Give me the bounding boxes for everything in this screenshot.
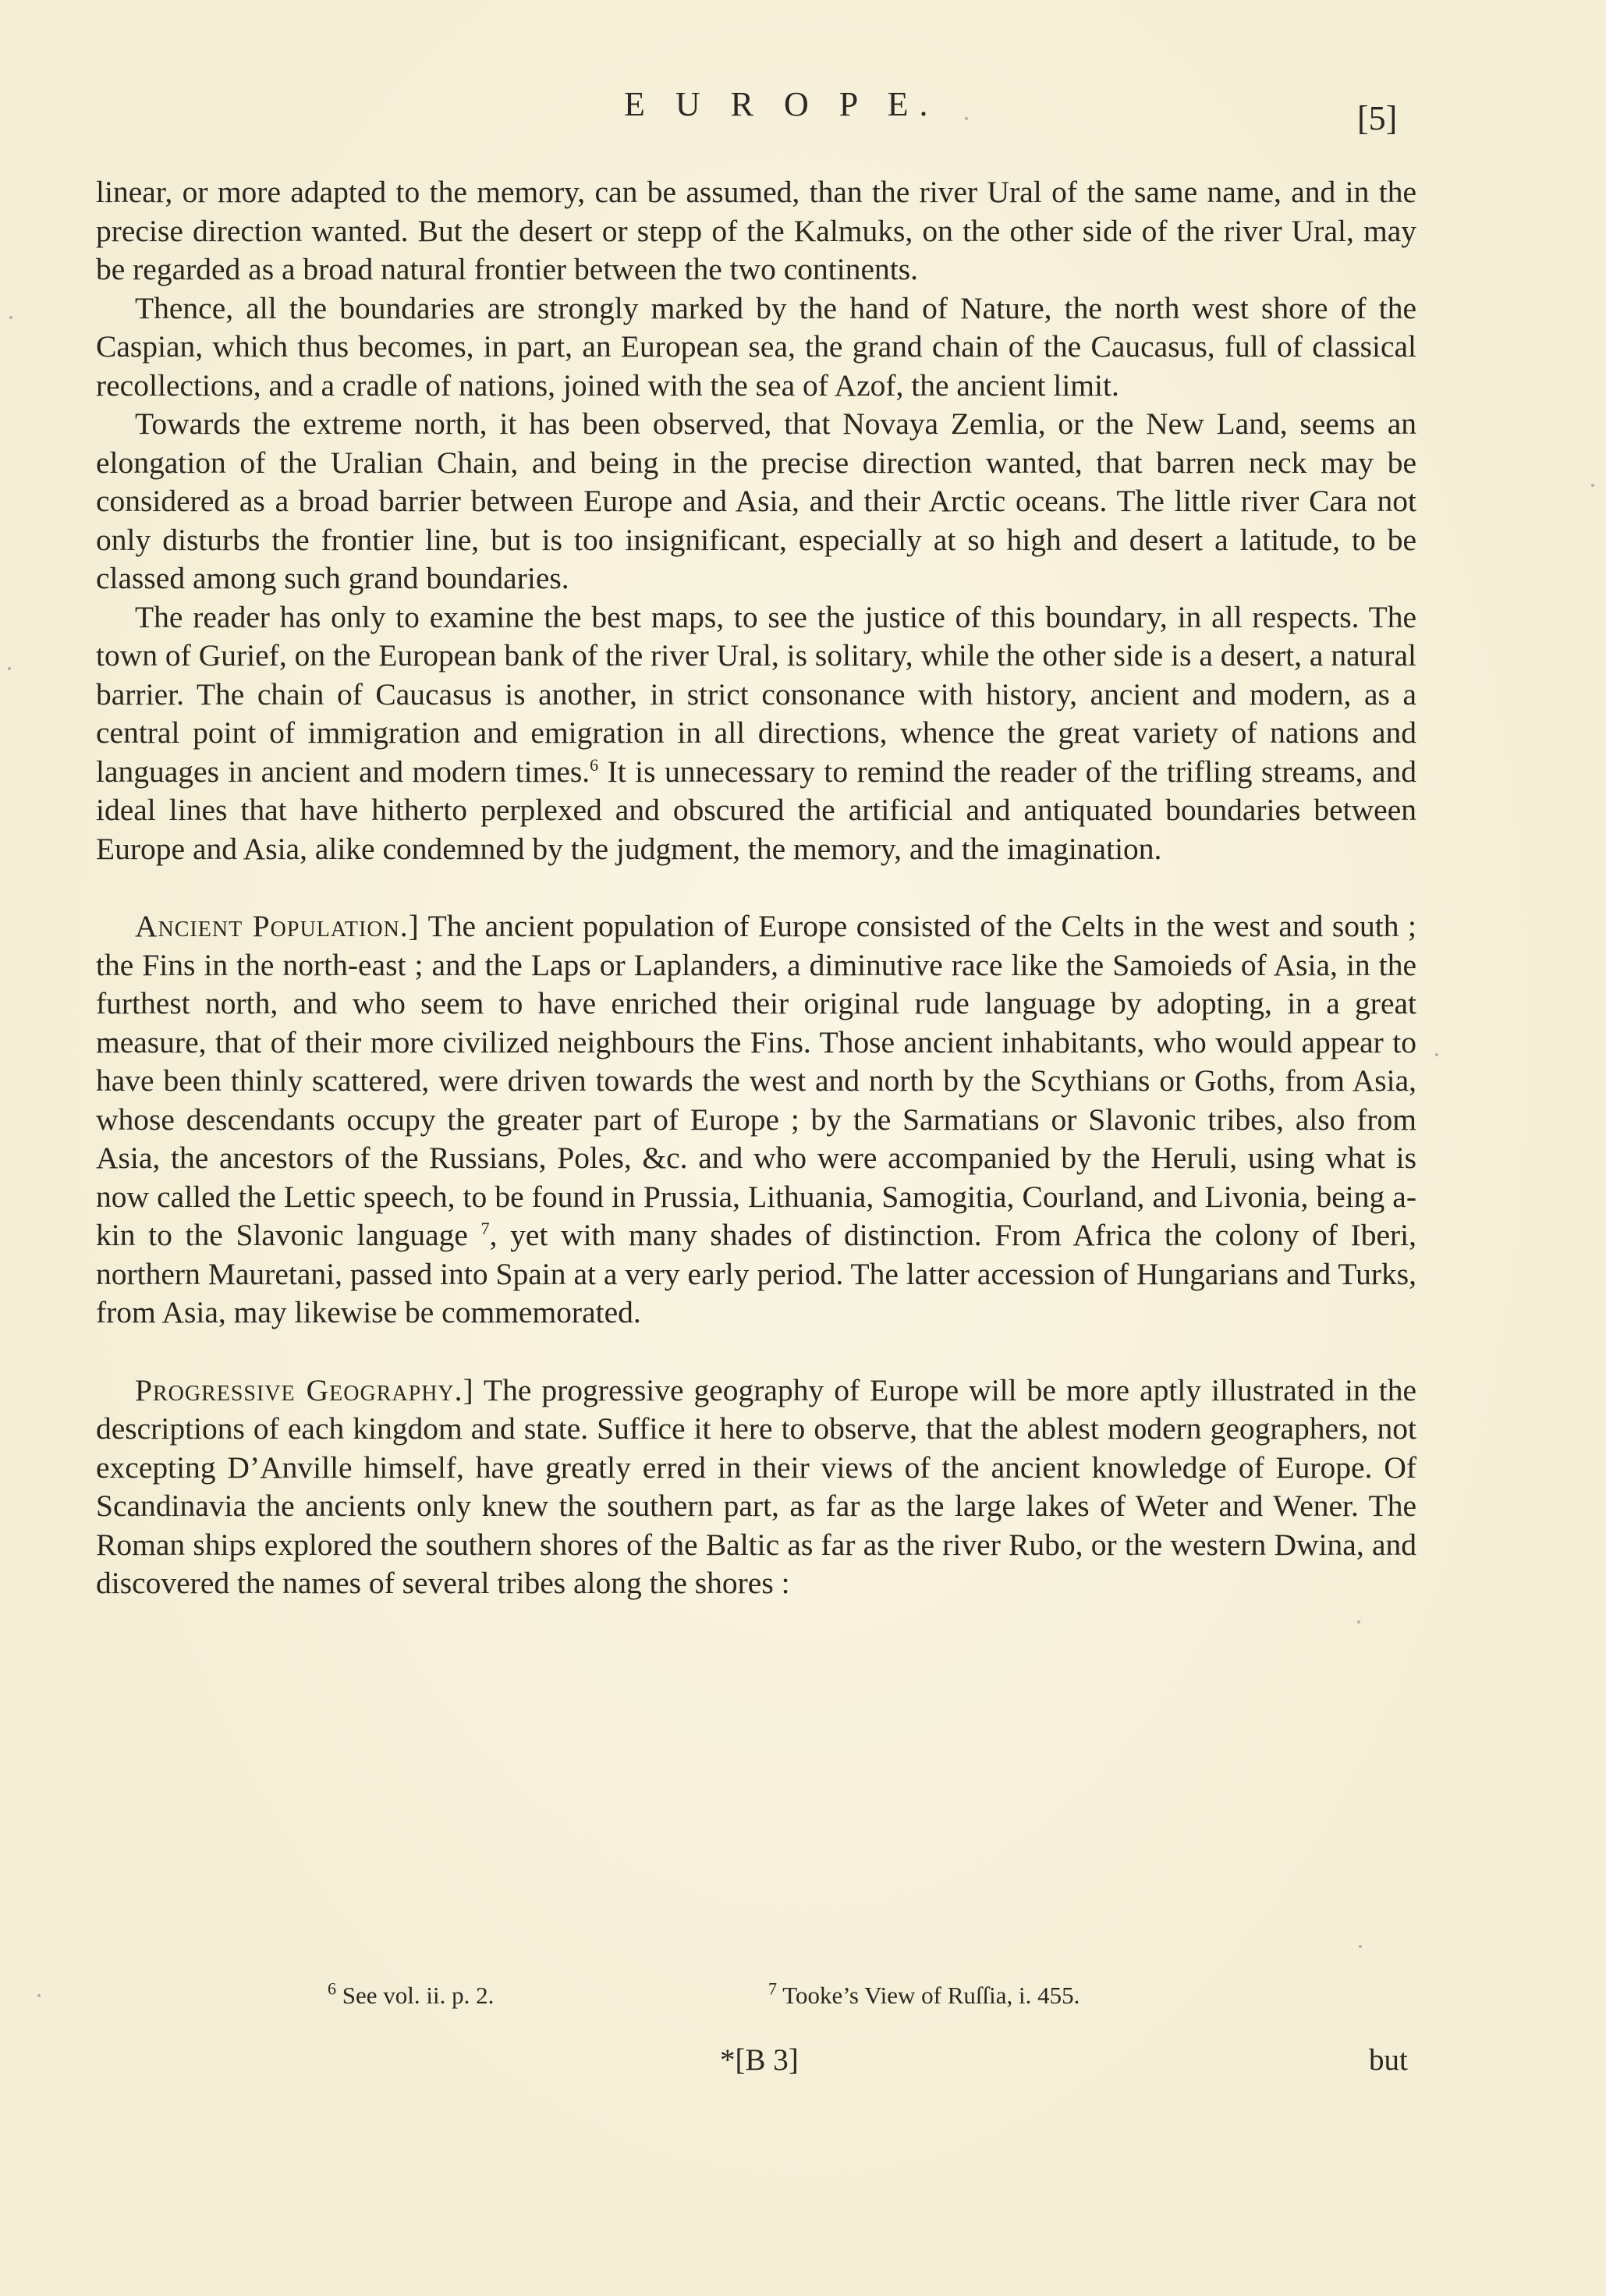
footnotes xyxy=(0,1978,1606,2021)
paper-speck xyxy=(1591,484,1594,487)
catchword: but xyxy=(1369,2043,1408,2077)
footnote-7 xyxy=(768,1978,1080,2010)
footnote-ref-6[interactable]: 6 xyxy=(590,754,599,775)
section-gap xyxy=(96,868,1416,907)
paper-speck xyxy=(1357,1620,1360,1624)
paragraph-maps-text-cont: It is unnecessary to remind the reader of the trifling streams, and ideal lines that have hitherto perplexed and obscured the artificial and antiquated boundaries between Europe and Asia, alike condemned by the judgment, the memory, and the imagination. xyxy=(96,754,1417,866)
section-ancient-population xyxy=(96,907,1416,1333)
footnote-mark: 6 xyxy=(328,1978,336,1999)
page-number: [5] xyxy=(1357,99,1398,137)
paragraph-maps xyxy=(96,598,1416,869)
footnote-text: Tooke’s View of Ruſſia, i. 455. xyxy=(782,1982,1080,2009)
paragraph-boundaries: Thence, all the boundaries are strongly marked by the hand of Nature, the north west shore of the Caspian, which thus becomes, in part, an European sea, the grand chain of the Caucasus, full of classical recollections, and a cradle of nations, joined with the sea of Azof, the ancient limit. xyxy=(96,290,1416,403)
running-head xyxy=(0,84,1606,137)
paper-speck xyxy=(9,316,12,319)
footnote-mark: 7 xyxy=(768,1978,777,1999)
page-footer xyxy=(0,2042,1606,2089)
paragraph-arctic: Towards the extreme north, it has been observed, that Novaya Zemlia, or the New Land, seems an elongation of the Uralian Chain, and being in the precise direction wanted, that barren neck may be considered as a broad barrier between Europe and Asia, and their Arctic oceans. The little river Cara not only disturbs the frontier line, but is too insignificant, especially at so high and desert a latitude, to be classed among such grand boundaries. xyxy=(96,406,1416,595)
paper-speck xyxy=(1435,1053,1438,1056)
paragraph-continuation: linear, or more adapted to the memory, can be assumed, than the river Ural of the same name, and in the precise direction wanted. But the desert or stepp of the Kalmuks, on the other side of the river Ural, may be regarded as a broad natural frontier between the two continents. xyxy=(96,175,1416,286)
footnote-6 xyxy=(328,1978,495,2010)
paper-speck xyxy=(37,1994,41,1997)
paper-speck xyxy=(1359,1945,1362,1948)
body-text xyxy=(96,173,1416,1603)
section-heading: Ancient Population.] xyxy=(135,909,420,943)
signature-mark: *[B 3] xyxy=(720,2043,799,2077)
footnote-ref-7[interactable]: 7 xyxy=(480,1218,490,1238)
paragraph-maps-text: The reader has only to examine the best maps, to see the justice of this boundary, in all respects. The town of Gurief, on the European bank of the river Ural, is solitary, while the other side is a desert, a natural barrier. The chain of Caucasus is another, in strict consonance with history, ancient and modern, as a central point of immigration and emigration in all directions, whence the great variety of nations and languages in ancient and modern times. xyxy=(96,599,1416,789)
section-gap xyxy=(96,1333,1416,1372)
section-progressive-geography xyxy=(96,1372,1416,1603)
running-title: E U R O P E. xyxy=(624,85,939,123)
section-heading: Progressive Geography.] xyxy=(135,1372,474,1407)
section-text-cont: , yet with many shades of distinction. From Africa the colony of Iberi, northern Mauretani, passed into Spain at a very early period. The latter accession of Hungarians and Turks, from Asia, may likewise be commemorated. xyxy=(96,1218,1416,1329)
footnote-text: See vol. ii. p. 2. xyxy=(342,1982,495,2009)
paper-speck xyxy=(965,117,968,120)
section-text: The ancient population of Europe consisted of the Celts in the west and south ; the Fins in the north-east ; and the Laps or Laplanders, a diminutive race like the Samoieds of Asia, in the furthest north, and who seem to have enriched their original rude language by adopting, in a great measure, that of their more civilized neighbours the Fins. Those ancient inhabitants, who would appear to have been thinly scattered, were driven towards the west and north by the Scythians or Goths, from Asia, whose descendants occupy the greater part of Europe ; by the Sarmatians or Slavonic tribes, also from Asia, the ancestors of the Russians, Poles, &c. and who were accompanied by the Heruli, using what is now called the Lettic speech, to be found in Prussia, Lithuania, Samogitia, Courland, and Livonia, being a-kin to the Slavonic language xyxy=(96,909,1417,1252)
section-text: The progressive geography of Europe will be more aptly illustrated in the descriptions of each kingdom and state. Suffice it here to observe, that the ablest modern geographers, not excepting D’Anville himself, have greatly erred in their views of the ancient knowledge of Europe. Of Scandinavia the ancients only knew the southern part, as far as the large lakes of Weter and Wener. The Roman ships explored the southern shores of the Baltic as far as the river Rubo, or the western Dwina, and discovered the names of several tribes along the shores : xyxy=(96,1372,1416,1600)
paper-speck xyxy=(8,667,11,670)
